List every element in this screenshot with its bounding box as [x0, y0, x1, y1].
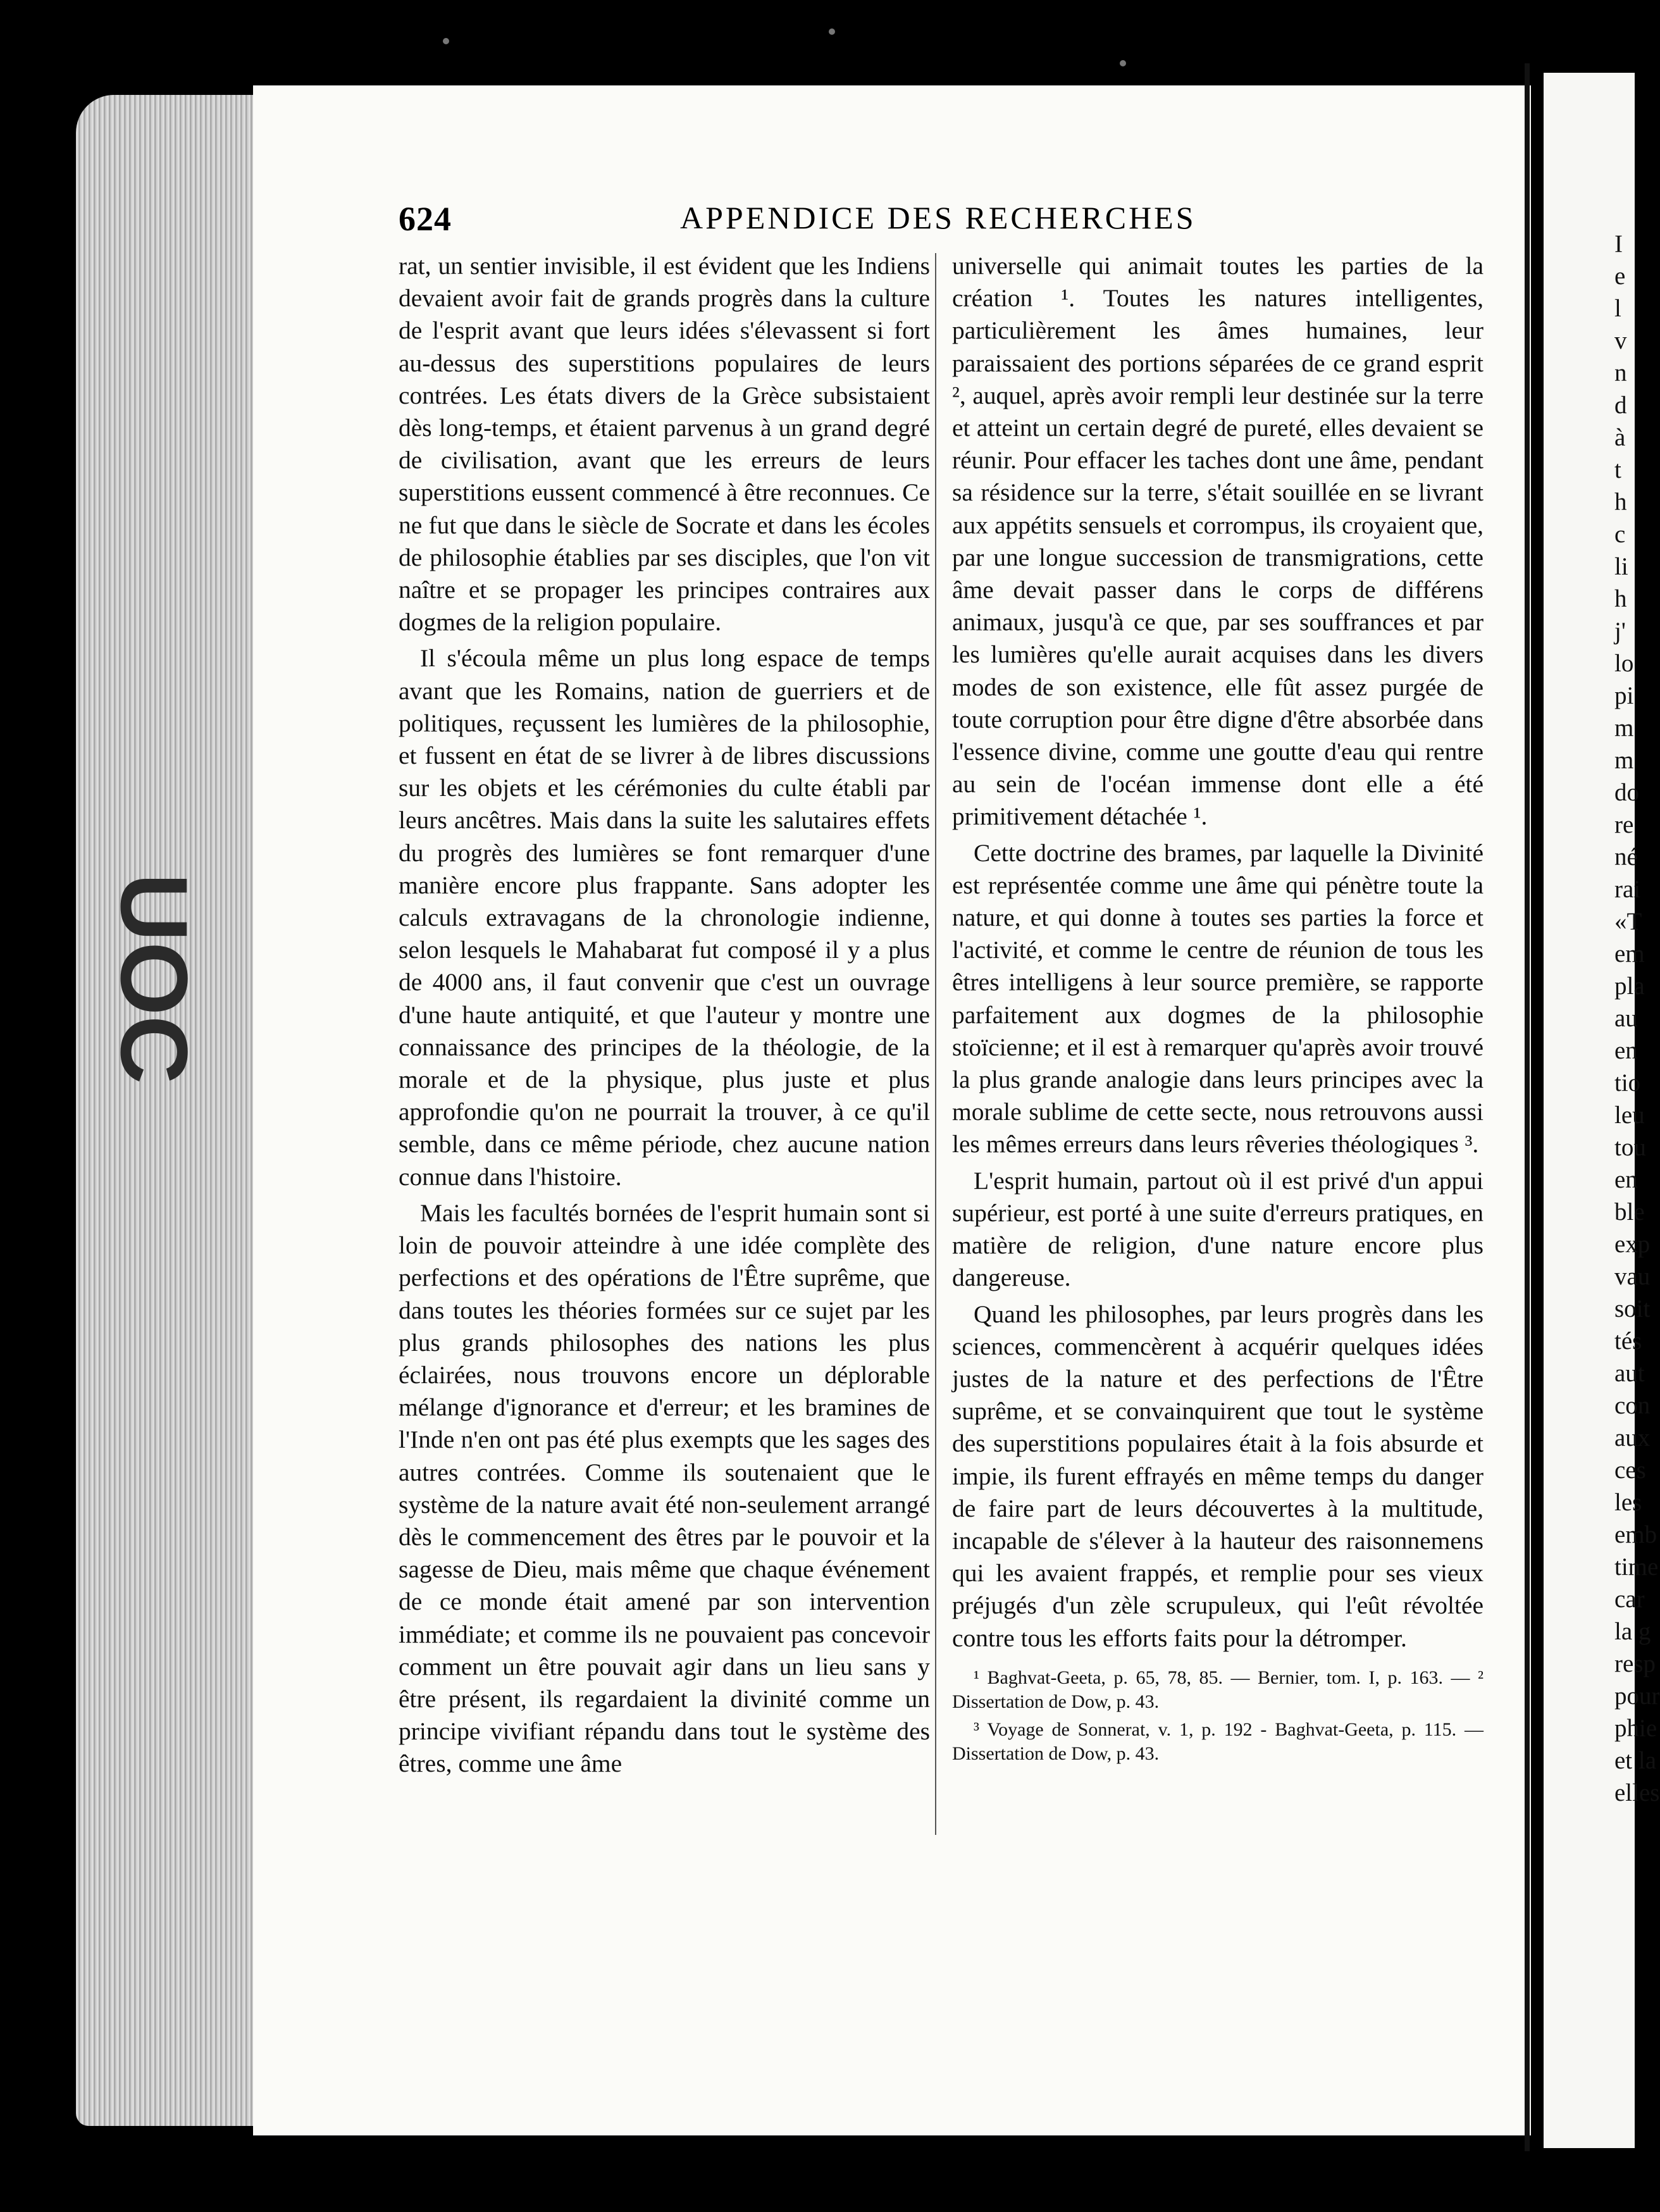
facing-fragment: la g — [1614, 1618, 1651, 1645]
facing-fragment: c — [1614, 521, 1626, 548]
facing-fragment: tou — [1614, 1134, 1646, 1161]
facing-fragment: soit — [1614, 1295, 1651, 1322]
facing-fragment: v — [1614, 327, 1627, 354]
running-title: APPENDICE DES RECHERCHES — [680, 200, 1196, 235]
facing-fragment: em — [1614, 940, 1645, 967]
paragraph: Il s'écoula même un plus long espace de temps avant que les Romains, nation de guerriers et de politiques, reçussent les lumières de la philosophie, et fussent en état de se livrer à de libres discussions sur les objets et les cérémonies du culte établi par leurs ancêtres. Mais dans la suite les salutaires effets du progrès des lumières se font remarquer d'une manière encore plus frappante. Sans adopter les calculs extravagans de la chronologie indienne, selon lesquels le Mahabarat fut composé il y a plus de 4000 ans, il faut convenir que c'est un ouvrage d'une haute antiquité, et que l'auteur y montre une connaissance des principes de la théologie, de la morale et de la physique, plus juste et plus approfondie qu'on ne pourrait la trouver, à ce qu'il semble, dans ce même période, chez aucune nation connue dans l'histoire. — [399, 644, 930, 1191]
page-number: 624 — [399, 200, 452, 238]
facing-fragment: re — [1614, 811, 1634, 838]
right-column — [952, 250, 1483, 1766]
page-gutter — [1525, 63, 1530, 2151]
facing-fragment: e — [1614, 263, 1626, 290]
facing-fragment: au — [1614, 1005, 1638, 1032]
facing-fragment: pour — [1614, 1682, 1660, 1710]
facing-fragment: exp — [1614, 1231, 1651, 1258]
facing-fragment: emb — [1614, 1521, 1657, 1548]
facing-fragment: rai — [1614, 876, 1641, 903]
facing-fragment: aut — [1614, 1360, 1645, 1387]
facing-fragment: elles — [1614, 1779, 1660, 1806]
facing-fragment: t — [1614, 456, 1621, 483]
facing-fragment: d — [1614, 392, 1627, 419]
facing-fragment: h — [1614, 488, 1627, 516]
paragraph: Quand les philosophes, par leurs progrès dans les sciences, commencèrent à acquérir quelques idées justes de la nature et des perfections de l'Être suprême, et se convainquirent que tout le système des superstitions populaires était à la fois absurde et impie, ils furent effrayés en même temps du danger de faire part de leurs découvertes à la multitude, incapable de s'élever à la hauteur des raisonnemens qui les avaient frappés, et remplie pour ses vieux préjugés d'un zèle scrupuleux, qui l'eût révoltée contre tous les efforts faits pour la détromper. — [952, 1300, 1483, 1652]
paragraph: Cette doctrine des brames, par laquelle la Divinité est représentée comme une âme qui pénètre toute la nature, et qui donne à toutes ses parties la force et l'activité, et comme le centre de réunion de tous les êtres intelligens à leur source première, se rapporte parfaitement aux dogmes de la philosophie stoïcienne; et il est à remarquer qu'après avoir trouvé la plus grande analogie dans leurs principes avec la morale sublime de cette secte, nous retrouvons aussi les mêmes erreurs dans leurs rêveries théologiques ³. — [952, 838, 1483, 1159]
dust-speck — [1120, 60, 1126, 66]
facing-fragment: m — [1614, 714, 1634, 742]
facing-fragment: lo — [1614, 650, 1634, 677]
facing-fragment: phie — [1614, 1715, 1657, 1742]
facing-fragment: resp — [1614, 1650, 1656, 1677]
facing-fragment: tio — [1614, 1069, 1641, 1097]
facing-fragment: m — [1614, 747, 1634, 774]
facing-fragment: li — [1614, 553, 1628, 580]
paragraph: rat, un sentier invisible, il est évident que les Indiens devaient avoir fait de grands progrès dans la culture de l'esprit avant que leurs idées s'élevassent si fort au-dessus des superstitions populaires de leurs contrées. Les états divers de la Grèce subsistaient dès long-temps, et étaient parvenus à un grand degré de civilisation, avant que les erreurs de leurs superstitions eussent commencé à être reconnues. Ce ne fut que dans le siècle de Socrate et dans les écoles de philosophie établies par ses disciples, que l'on vit naître et se propager les principes contraires aux dogmes de la religion populaire. — [399, 252, 930, 637]
dust-speck — [829, 28, 835, 35]
paragraph: Mais les facultés bornées de l'esprit humain sont si loin de pouvoir atteindre à une idée complète des perfections et des opérations de l'Être suprême, que dans toutes les théories formées sur ce sujet par les plus grands philosophes des nations les plus éclairées, nous trouvons encore un déplorable mélange d'ignorance et d'erreur; et les bramines de l'Inde n'en ont pas été plus exempts que les sages des autres contrées. Comme ils soutenaient que le système de la nature avait été non-seulement arrangé dès le commencement des êtres par le pouvoir et la sagesse de Dieu, mais même que chaque événement de ce monde était amené par son intervention immédiate; et comme ils ne pouvaient pas concevoir comment un être pouvait agir dans un lieu sans y être présent, ils regardaient la divinité comme un principe vivifiant répandu dans tout le système des êtres, comme une âme — [399, 1198, 930, 1778]
footnote: ³ Voyage de Sonnerat, v. 1, p. 192 - Baghvat-Geeta, p. 115. — Dissertation de Dow, p. 43. — [952, 1718, 1483, 1764]
facing-fragment: pla — [1614, 972, 1645, 1000]
facing-fragment: l — [1614, 295, 1621, 322]
facing-fragment: leu — [1614, 1102, 1645, 1129]
facing-fragment: con — [1614, 1392, 1651, 1419]
facing-fragment: «T — [1614, 908, 1642, 935]
facing-fragment: ble — [1614, 1198, 1645, 1226]
facing-fragment: do — [1614, 779, 1639, 806]
facing-fragment: I — [1614, 230, 1623, 258]
footnotes — [952, 1666, 1483, 1766]
facing-fragment: aux — [1614, 1424, 1651, 1451]
library-stamp: UOC — [101, 873, 207, 1084]
dust-speck — [443, 38, 449, 44]
facing-fragment: les — [1614, 1489, 1642, 1516]
paragraph: universelle qui animait toutes les parties de la création ¹. Toutes les natures intelligentes, particulièrement les âmes humaines, leur paraissaient des portions séparées de ce grand esprit ², auquel, après avoir rempli leur destinée sur la terre et atteint un certain degré de pureté, elles devaient se réunir. Pour effacer les taches dont une âme, pendant sa résidence sur la terre, s'était souillée en se livrant aux appétits sensuels et corrompus, ils croyaient que, par une longue succession de transmigrations, cette âme devait passer dans le corps de différens animaux, jusqu'à ce que, par ses souffrances et par les lumières qu'elle aurait acquises dans les divers modes de son existence, elle fût assez purgée de toute corruption pour être digne d'être absorbée dans l'essence divine, comme une goutte d'eau qui rentre au sein de l'océan immense dont elle a été primitivement détachée ¹. — [952, 252, 1483, 831]
facing-fragment: car — [1614, 1586, 1645, 1613]
facing-fragment: né — [1614, 843, 1638, 871]
column-divider — [935, 253, 936, 1835]
facing-fragment: time — [1614, 1553, 1659, 1581]
facing-fragment: vau — [1614, 1263, 1651, 1290]
facing-fragment: n — [1614, 359, 1627, 387]
paragraph: L'esprit humain, partout où il est privé d'un appui supérieur, est porté à une suite d'erreurs pratiques, en matière de religion, d'une nature encore plus dangereuse. — [952, 1166, 1483, 1292]
facing-fragment: pi — [1614, 682, 1634, 709]
facing-fragment: j' — [1614, 618, 1626, 645]
page-header — [399, 199, 1461, 244]
facing-fragment: en — [1614, 1037, 1638, 1064]
facing-fragment: et la — [1614, 1747, 1657, 1774]
facing-fragment: à — [1614, 424, 1626, 451]
book-edge — [76, 95, 253, 2126]
footnote: ¹ Baghvat-Geeta, p. 65, 78, 85. — Bernier, tom. I, p. 163. — ² Dissertation de Dow, p. 43. — [952, 1667, 1483, 1712]
facing-page-text — [1614, 228, 1660, 1809]
facing-fragment: ces — [1614, 1457, 1646, 1484]
facing-fragment: en — [1614, 1166, 1638, 1193]
facing-fragment: h — [1614, 585, 1627, 612]
facing-fragment: tés — [1614, 1327, 1642, 1355]
left-column — [399, 250, 930, 1780]
